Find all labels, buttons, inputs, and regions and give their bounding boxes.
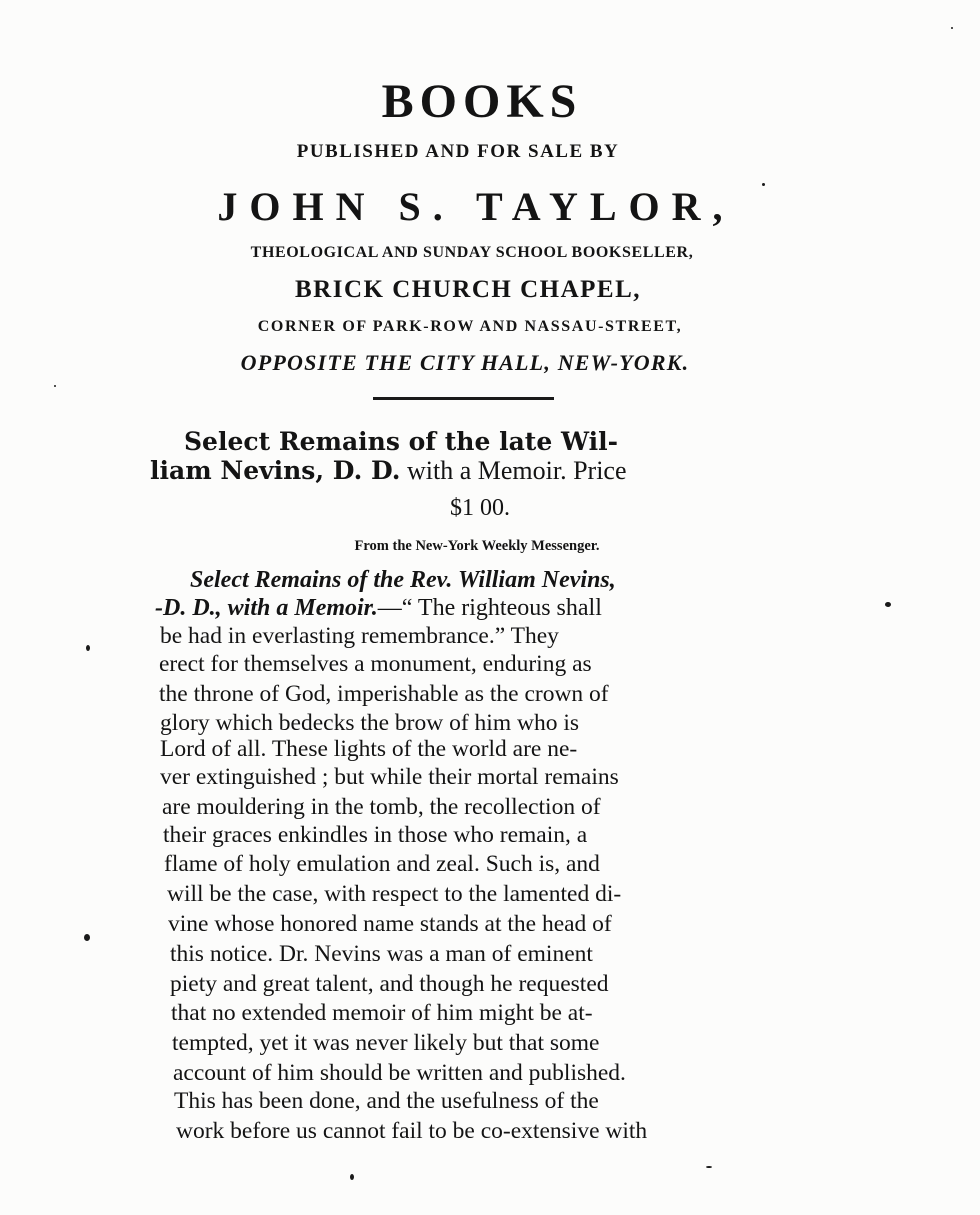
book-price: $1 00. xyxy=(450,495,510,521)
review-text-line: be had in everlasting remembrance.” They xyxy=(160,623,559,649)
scan-speck xyxy=(86,645,90,651)
review-text-line: piety and great talent, and though he requested xyxy=(170,971,609,998)
review-text-line: are mouldering in the tomb, the recollection of xyxy=(162,794,601,821)
review-text-line: the throne of God, imperishable as the crown of xyxy=(159,681,609,708)
review-line-2-rest: —“ The righteous shall xyxy=(377,595,602,621)
publisher-name: JOHN S. TAYLOR, xyxy=(217,184,735,229)
review-text-line: vine whose honored name stands at the head of xyxy=(168,911,612,937)
review-source: From the New-York Weekly Messenger. xyxy=(354,538,600,554)
review-text-line: flame of holy emulation and zeal. Such is, and xyxy=(164,850,600,877)
scan-speck xyxy=(706,1166,712,1168)
review-text-line: Lord of all. These lights of the world are ne- xyxy=(160,735,578,762)
review-text-line: work before us cannot fail to be co-extensive with xyxy=(176,1118,648,1145)
review-text-line: glory which bedecks the brow of him who is xyxy=(160,709,580,736)
page-title: BOOKS xyxy=(381,75,583,128)
review-text-line: tempted, yet it was never likely but that some xyxy=(172,1029,600,1056)
scan-speck xyxy=(951,27,953,29)
scan-speck xyxy=(885,602,891,607)
review-text-line: their graces enkindles in those who remain, a xyxy=(163,822,588,849)
review-text-line: this notice. Dr. Nevins was a man of eminent xyxy=(170,941,593,968)
book-title-rest: with a Memoir. Price xyxy=(400,456,627,485)
book-title-line1 xyxy=(184,426,824,458)
divider-rule xyxy=(373,397,554,400)
address-opposite: OPPOSITE THE CITY HALL, NEW-YORK. xyxy=(240,350,690,375)
address-corner: CORNER OF PARK-ROW AND NASSAU-STREET, xyxy=(257,318,683,335)
scan-speck xyxy=(762,183,765,186)
review-book-italic-2: -D. D., with a Memoir. xyxy=(155,595,378,621)
bookseller-role: THEOLOGICAL AND SUNDAY SCHOOL BOOKSELLER, xyxy=(250,244,694,261)
review-text-line: erect for themselves a monument, enduring as xyxy=(159,651,592,678)
review-line-2 xyxy=(155,594,602,622)
book-title-line2 xyxy=(150,455,790,487)
scan-speck xyxy=(350,1174,354,1180)
scan-speck xyxy=(84,934,90,941)
review-book-italic-1: Select Remains of the Rev. William Nevins, xyxy=(190,567,616,593)
review-line-1 xyxy=(190,566,616,594)
published-line: PUBLISHED AND FOR SALE BY xyxy=(296,141,620,162)
chapel-line: BRICK CHURCH CHAPEL, xyxy=(295,276,641,303)
review-text-line: will be the case, with respect to the lamented di- xyxy=(167,880,622,907)
book-title-bold-1: Select Remains of the late Wil- xyxy=(184,427,618,456)
review-text-line: that no extended memoir of him might be at- xyxy=(171,999,593,1026)
review-text-line: ver extinguished ; but while their mortal remains xyxy=(160,764,619,790)
book-title-bold-2: liam Nevins, D. D. xyxy=(150,456,401,485)
review-text-line: This has been done, and the usefulness of the xyxy=(174,1088,599,1115)
scan-speck xyxy=(54,385,56,387)
review-text-line: account of him should be written and published. xyxy=(173,1060,626,1086)
